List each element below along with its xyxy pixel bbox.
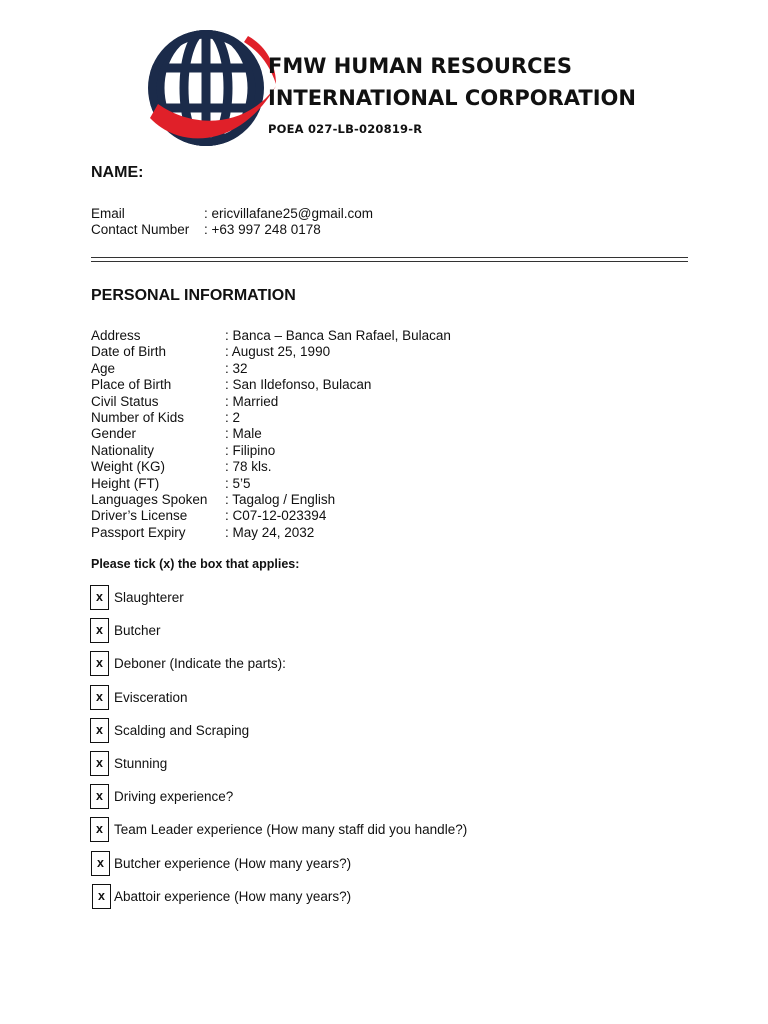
- checkbox[interactable]: x: [90, 784, 109, 809]
- info-label: Nationality: [91, 442, 155, 458]
- email-value: : ericvillafane25@gmail.com: [204, 206, 374, 221]
- checklist-label: Team Leader experience (How many staff did you handle?): [114, 822, 468, 838]
- info-label: Number of Kids: [91, 409, 185, 425]
- checkbox[interactable]: x: [90, 751, 109, 776]
- info-label: Weight (KG): [91, 459, 166, 475]
- info-value: : 78 kls.: [225, 459, 272, 475]
- info-value: : Filipino: [225, 442, 276, 458]
- checkbox[interactable]: x: [91, 851, 110, 876]
- divider-line: [91, 257, 688, 258]
- info-value: : Married: [225, 393, 279, 409]
- checklist-label: Driving experience?: [114, 789, 234, 805]
- poea-license: POEA 027-LB-020819-R: [268, 122, 423, 136]
- company-header: [268, 50, 636, 136]
- checkbox[interactable]: x: [90, 618, 109, 643]
- tick-instruction: Please tick (x) the box that applies:: [91, 557, 300, 571]
- company-name-line2: INTERNATIONAL CORPORATION: [268, 86, 636, 110]
- divider-line: [91, 261, 688, 262]
- info-value: : Banca – Banca San Rafael, Bulacan: [225, 328, 451, 343]
- checklist-label: Butcher experience (How many years?): [114, 855, 352, 871]
- info-label: Languages Spoken: [91, 491, 208, 507]
- info-label: Date of Birth: [91, 344, 167, 360]
- info-label: Address: [91, 328, 141, 343]
- info-value: : Male: [225, 426, 262, 442]
- checkbox[interactable]: x: [90, 685, 109, 710]
- info-label: Age: [91, 360, 116, 376]
- info-label: Gender: [91, 426, 137, 442]
- checklist-label: Butcher: [114, 623, 161, 639]
- checkbox[interactable]: x: [92, 884, 111, 909]
- info-value: : Tagalog / English: [225, 491, 336, 507]
- checkbox[interactable]: x: [90, 651, 109, 676]
- checkbox[interactable]: x: [90, 718, 109, 743]
- company-name-line1: FMW HUMAN RESOURCES: [268, 54, 572, 78]
- checkbox[interactable]: x: [90, 817, 109, 842]
- info-value: : August 25, 1990: [225, 344, 331, 360]
- info-value: : 5’5: [225, 475, 251, 491]
- info-value: : San Ildefonso, Bulacan: [225, 377, 372, 393]
- info-label: Civil Status: [91, 393, 159, 409]
- info-label: Driver’s License: [91, 508, 188, 524]
- info-value: : May 24, 2032: [225, 524, 315, 540]
- checklist-label: Deboner (Indicate the parts):: [114, 656, 286, 672]
- checklist-label: Abattoir experience (How many years?): [114, 888, 352, 904]
- info-value: : 32: [225, 360, 248, 376]
- email-label: Email: [91, 206, 125, 221]
- name-label: NAME:: [91, 164, 144, 181]
- checklist-label: Slaughterer: [114, 590, 184, 605]
- checklist-label: Scalding and Scraping: [114, 722, 250, 738]
- checklist-label: Evisceration: [114, 689, 188, 705]
- contact-number-value: : +63 997 248 0178: [204, 221, 321, 237]
- contact-number-label: Contact Number: [91, 221, 190, 237]
- info-label: Place of Birth: [91, 377, 172, 393]
- checkbox[interactable]: x: [90, 585, 109, 610]
- company-logo: [140, 20, 280, 160]
- info-value: : C07-12-023394: [225, 508, 327, 524]
- info-label: Height (FT): [91, 475, 160, 491]
- section-title: PERSONAL INFORMATION: [91, 287, 296, 304]
- info-label: Passport Expiry: [91, 524, 186, 540]
- info-value: : 2: [225, 409, 241, 425]
- checklist-label: Stunning: [114, 755, 168, 771]
